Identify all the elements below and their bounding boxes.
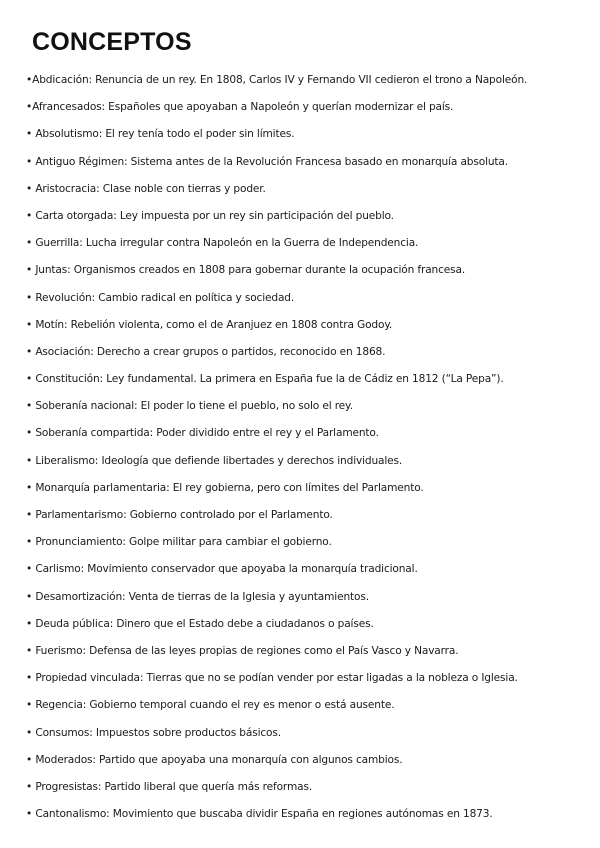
- list-item: •Abdicación: Renuncia de un rey. En 1808, Carlos IV y Fernando VII cedieron el trono a Napoleón.: [26, 74, 528, 86]
- list-item: • Aristocracia: Clase noble con tierras y poder.: [26, 182, 266, 195]
- page-title: CONCEPTOS: [32, 28, 192, 56]
- list-item: • Fuerismo: Defensa de las leyes propias de regiones como el País Vasco y Navarra.: [26, 644, 459, 657]
- list-item: • Motín: Rebelión violenta, como el de Aranjuez en 1808 contra Godoy.: [26, 318, 393, 331]
- list-item: • Juntas: Organismos creados en 1808 para gobernar durante la ocupación francesa.: [26, 264, 466, 277]
- list-item: • Carta otorgada: Ley impuesta por un rey sin participación del pueblo.: [26, 209, 394, 222]
- list-item: • Guerrilla: Lucha irregular contra Napoleón en la Guerra de Independencia.: [26, 237, 419, 250]
- list-item: • Desamortización: Venta de tierras de la Iglesia y ayuntamientos.: [26, 590, 369, 603]
- list-item: • Constitución: Ley fundamental. La primera en España fue la de Cádiz en 1812 (“La Pepa”).: [26, 373, 504, 386]
- concept-list: [26, 70, 586, 831]
- list-item: • Regencia: Gobierno temporal cuando el rey es menor o está ausente.: [26, 699, 395, 712]
- list-item: • Monarquía parlamentaria: El rey gobierna, pero con límites del Parlamento.: [26, 481, 424, 494]
- list-item: • Carlismo: Movimiento conservador que apoyaba la monarquía tradicional.: [26, 563, 418, 576]
- list-item: • Antiguo Régimen: Sistema antes de la Revolución Francesa basado en monarquía absoluta.: [26, 155, 508, 168]
- list-item: • Soberanía compartida: Poder dividido entre el rey y el Parlamento.: [26, 427, 379, 440]
- list-item: • Pronunciamiento: Golpe militar para cambiar el gobierno.: [26, 536, 332, 549]
- list-item: • Absolutismo: El rey tenía todo el poder sin límites.: [26, 128, 295, 141]
- list-item: • Consumos: Impuestos sobre productos básicos.: [26, 726, 281, 739]
- list-item: • Cantonalismo: Movimiento que buscaba dividir España en regiones autónomas en 1873.: [26, 808, 493, 821]
- list-item: • Parlamentarismo: Gobierno controlado por el Parlamento.: [26, 509, 333, 521]
- list-item: •Afrancesados: Españoles que apoyaban a Napoleón y querían modernizar el país.: [26, 101, 454, 114]
- list-item: • Liberalismo: Ideología que defiende libertades y derechos individuales.: [26, 454, 403, 467]
- list-item: • Moderados: Partido que apoyaba una monarquía con algunos cambios.: [26, 753, 403, 766]
- list-item: • Asociación: Derecho a crear grupos o partidos, reconocido en 1868.: [26, 345, 386, 358]
- list-item: • Deuda pública: Dinero que el Estado debe a ciudadanos o países.: [26, 617, 374, 630]
- list-item: • Propiedad vinculada: Tierras que no se podían vender por estar ligadas a la nobleza o Iglesia.: [26, 672, 518, 685]
- list-item: • Progresistas: Partido liberal que quería más reformas.: [26, 780, 313, 793]
- list-item: • Revolución: Cambio radical en política y sociedad.: [26, 291, 295, 304]
- list-item: • Soberanía nacional: El poder lo tiene el pueblo, no solo el rey.: [26, 400, 353, 413]
